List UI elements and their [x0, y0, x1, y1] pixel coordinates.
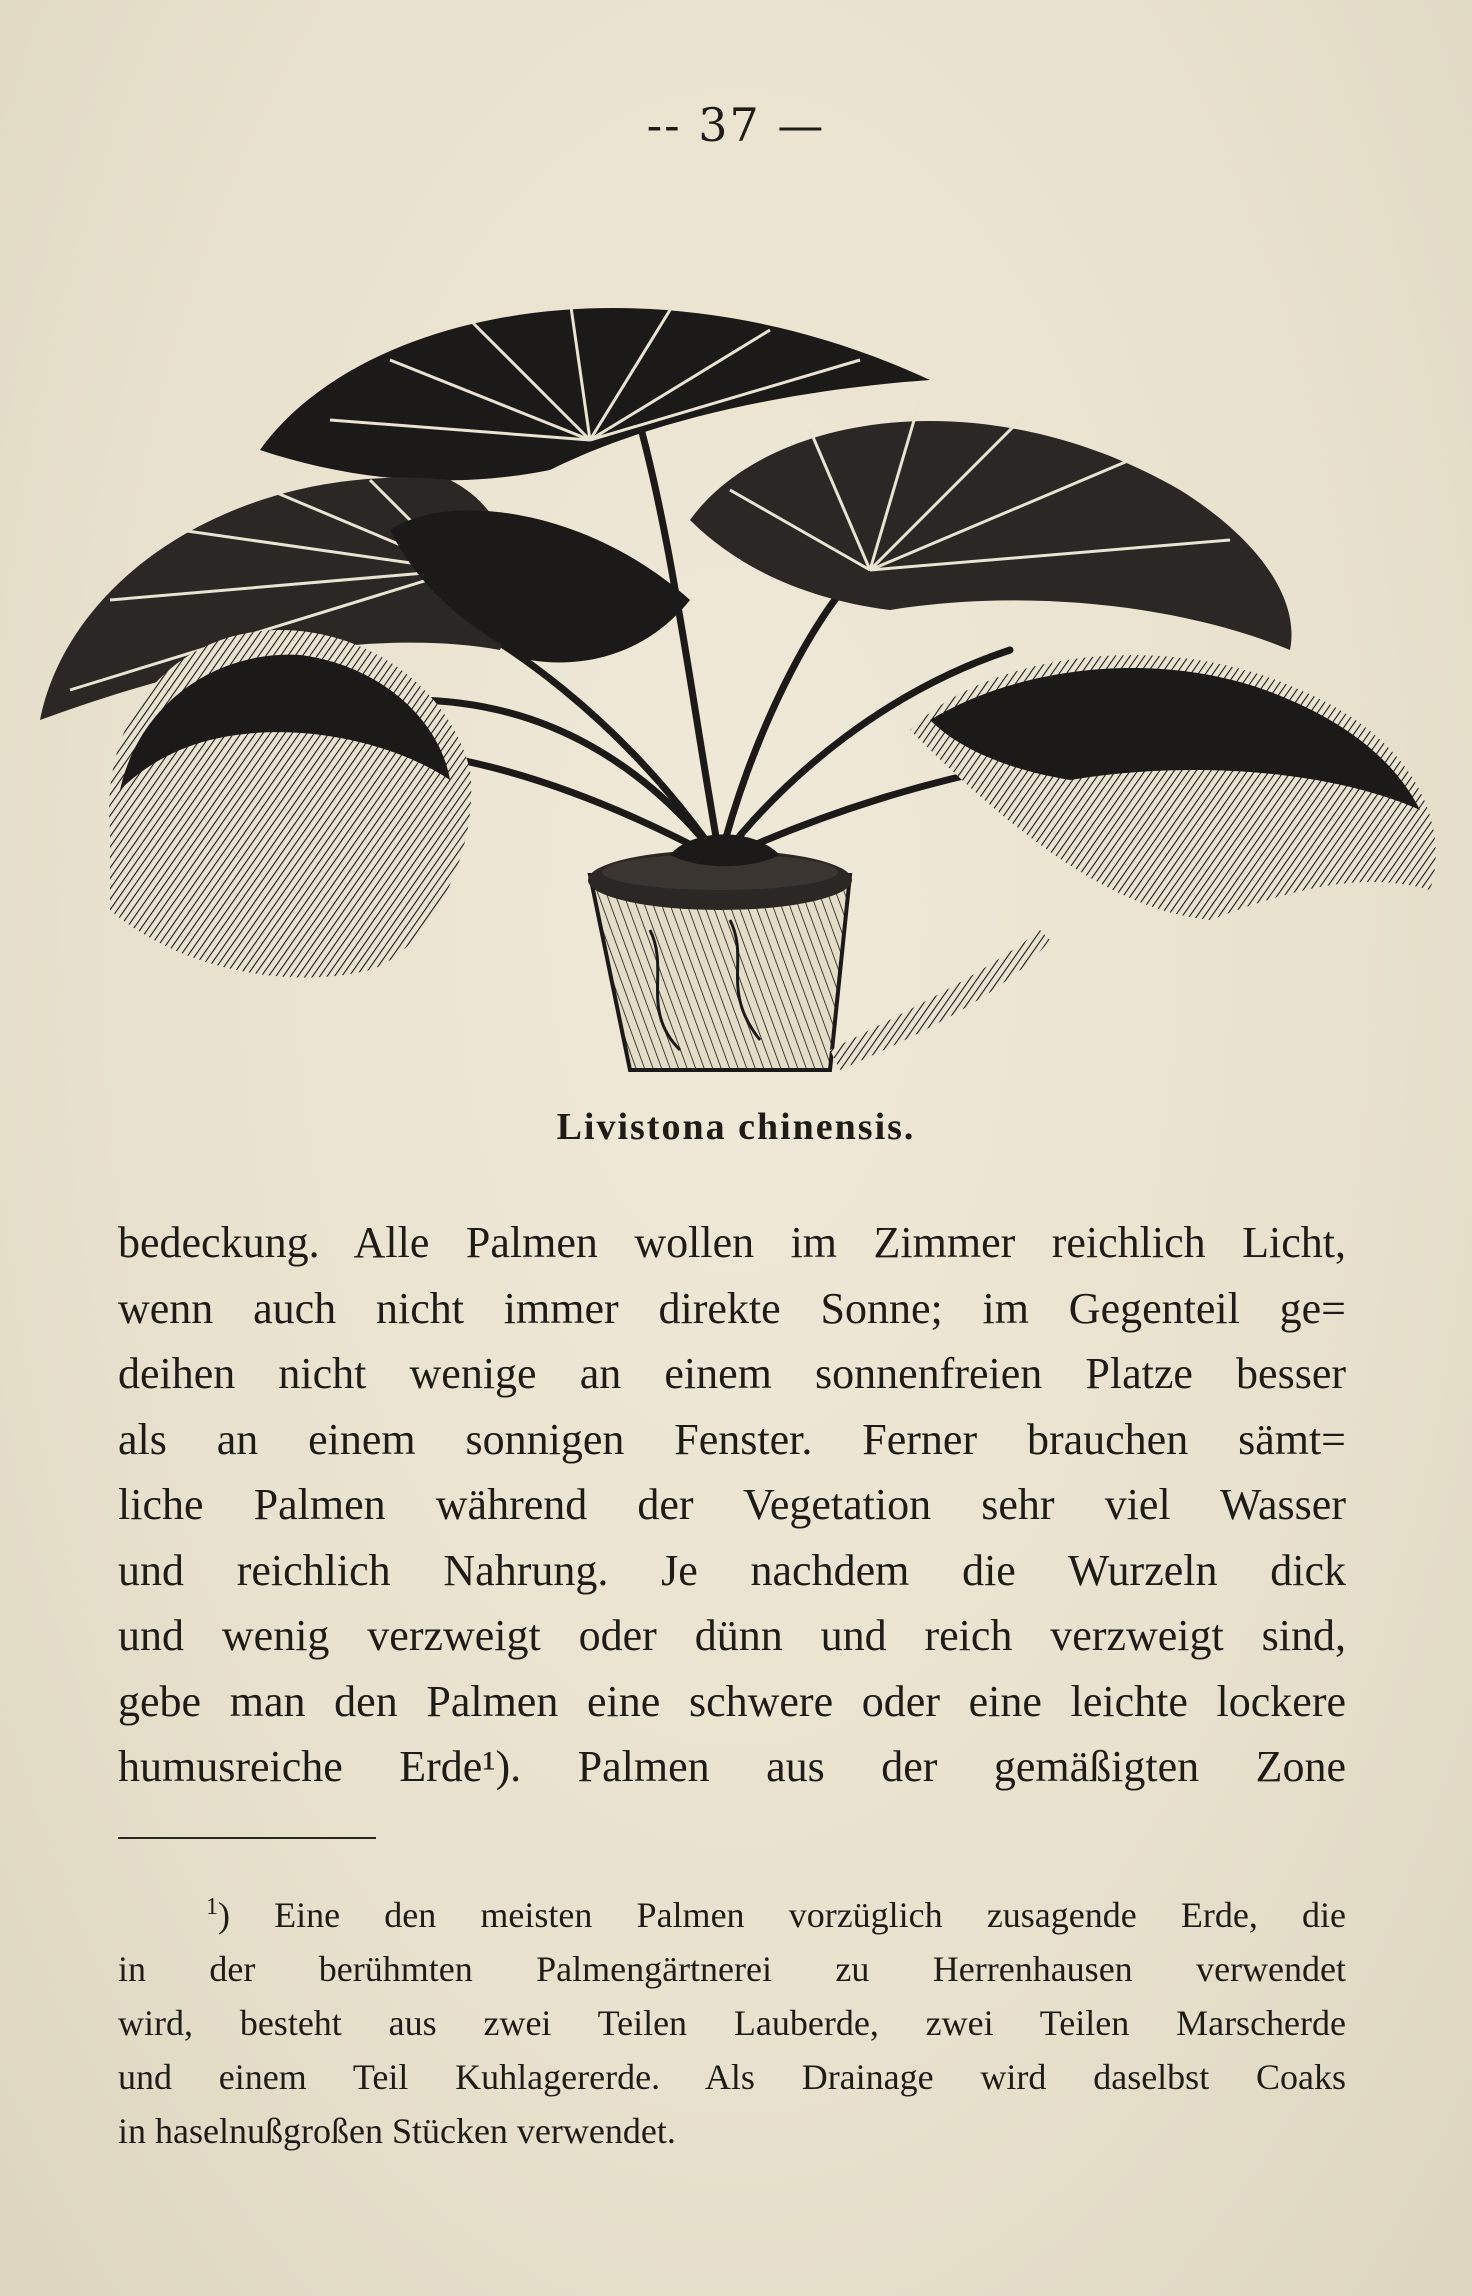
body-line: humusreiche Erde¹). Palmen aus der gemäßigten Zone: [118, 1742, 1346, 1791]
pot-shadow: [830, 930, 1050, 1070]
footnote-line: und einem Teil Kuhlagererde. Als Drainage wird daselbst Coaks: [118, 2057, 1346, 2097]
footnote-line-text: ) Eine den meisten Palmen vorzüglich zusagende Erde, die: [218, 1895, 1346, 1935]
body-paragraph: [118, 1210, 1346, 1800]
flower-pot: [588, 834, 852, 1070]
palm-illustration: [30, 270, 1450, 1090]
body-line: liche Palmen während der Vegetation sehr viel Wasser: [118, 1480, 1346, 1529]
footnote-line: in der berühmten Palmengärtnerei zu Herrenhausen verwendet: [118, 1949, 1346, 1989]
footnote-line: in haselnußgroßen Stücken verwendet.: [118, 2111, 676, 2151]
body-line: wenn auch nicht immer direkte Sonne; im Gegenteil ge=: [118, 1283, 1346, 1333]
body-line: bedeckung. Alle Palmen wollen im Zimmer reichlich Licht,: [118, 1218, 1346, 1267]
body-line: gebe man den Palmen eine schwere oder eine leichte lockere: [118, 1676, 1346, 1726]
body-line: und reichlich Nahrung. Je nachdem die Wurzeln dick: [118, 1545, 1346, 1595]
footnote: [118, 1880, 1346, 2158]
body-line: deihen nicht wenige an einem sonnenfreien Platze besser: [118, 1349, 1346, 1398]
footnote-mark: 1: [206, 1894, 218, 1920]
fan-leaf-right: [690, 400, 1292, 650]
body-line: als an einem sonnigen Fenster. Ferner brauchen sämt=: [118, 1414, 1346, 1464]
fan-leaf-lower-right: [910, 655, 1436, 920]
figure-caption: Livistona chinensis.: [556, 1106, 916, 1148]
footnote-line: wird, besteht aus zwei Teilen Lauberde, zwei Teilen Marscherde: [118, 2003, 1346, 2043]
footnote-divider: [118, 1837, 376, 1839]
footnote-line: [118, 1880, 1346, 1942]
body-line: und wenig verzweigt oder dünn und reich verzweigt sind,: [118, 1611, 1346, 1660]
fan-leaf-lower-left: [109, 630, 471, 978]
page-number: -- 37 —: [646, 98, 826, 152]
